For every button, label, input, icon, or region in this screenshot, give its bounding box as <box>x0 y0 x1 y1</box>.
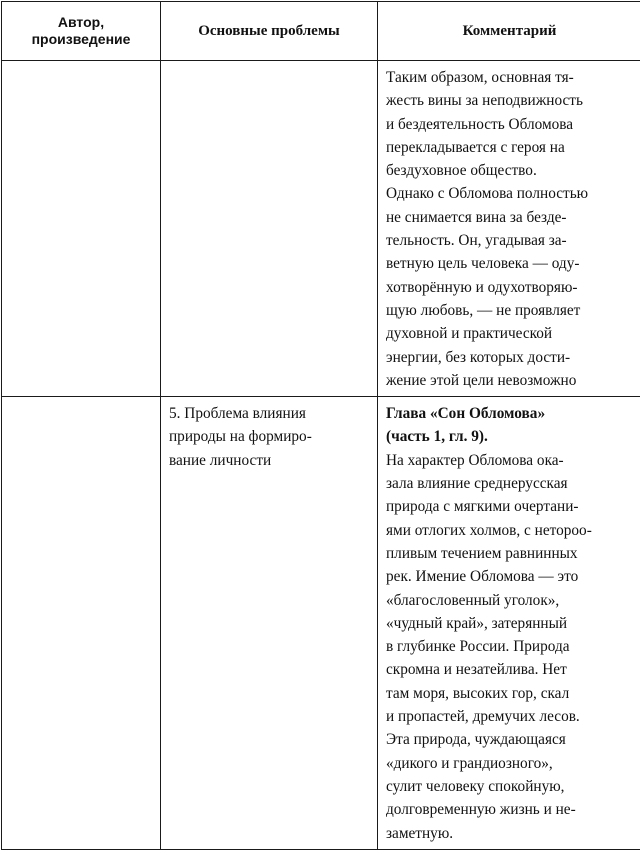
comment-line: зала влияние среднерусская <box>386 472 635 495</box>
comment-line: «чудный край», затерянный <box>386 612 635 635</box>
comment-line: скромна и незатейлива. Нет <box>386 658 635 681</box>
comment-line: не снимается вина за безде- <box>386 206 635 229</box>
comment-line: бездуховное общество. <box>386 159 635 182</box>
problem-line: 5. Проблема влияния <box>169 402 371 425</box>
comment-line: энергии, без которых дости- <box>386 346 635 369</box>
comment-line: Эта природа, чуждающаяся <box>386 728 635 751</box>
comment-cell <box>378 397 640 850</box>
comment-line: и бездеятельность Обломова <box>386 113 635 136</box>
comment-line: сулит человеку спокойную, <box>386 775 635 798</box>
problem-line: природы на формиро- <box>169 425 371 448</box>
comment-line: ветную цель человека — оду- <box>386 252 635 275</box>
comment-line: жесть вины за неподвижность <box>386 89 635 112</box>
comment-line: и пропастей, дремучих лесов. <box>386 705 635 728</box>
comment-line: щую любовь, — не проявляет <box>386 299 635 322</box>
header-row <box>2 2 640 61</box>
comment-line: жение этой цели невозможно <box>386 369 635 392</box>
author-cell <box>2 61 161 397</box>
comment-line: рек. Имение Обломова — это <box>386 565 635 588</box>
comment-heading-line: Глава «Сон Обломова» <box>386 402 635 425</box>
problem-cell <box>161 397 378 850</box>
comment-line: Таким образом, основная тя- <box>386 66 635 89</box>
comment-line: На характер Обломова ока- <box>386 449 635 472</box>
comment-line: «благословенный уголок», <box>386 589 635 612</box>
comment-line: там моря, высоких гор, скал <box>386 682 635 705</box>
comment-heading-line: (часть 1, гл. 9). <box>386 425 635 448</box>
problem-line: вание личности <box>169 449 371 472</box>
comment-line: в глубинке России. Природа <box>386 635 635 658</box>
literature-table <box>1 1 640 850</box>
comment-line: тельность. Он, угадывая за- <box>386 229 635 252</box>
table-row <box>2 61 640 397</box>
comment-line: пливым течением равнинных <box>386 542 635 565</box>
header-comment: Комментарий <box>378 2 640 61</box>
comment-line: ями отлогих холмов, с нетороо- <box>386 519 635 542</box>
comment-line: перекладывается с героя на <box>386 136 635 159</box>
comment-line: долговременную жизнь и не- <box>386 798 635 821</box>
header-problems: Основные проблемы <box>161 2 378 61</box>
problem-cell <box>161 61 378 397</box>
table-row <box>2 397 640 850</box>
comment-line: природа с мягкими очертани- <box>386 495 635 518</box>
author-cell <box>2 397 161 850</box>
comment-cell <box>378 61 640 397</box>
comment-line: хотворённую и одухотворяю- <box>386 276 635 299</box>
comment-line: заметную. <box>386 822 635 845</box>
comment-line: «дикого и грандиозного», <box>386 752 635 775</box>
header-author: Автор, произведение <box>2 2 161 61</box>
comment-line: Однако с Обломова полностью <box>386 182 635 205</box>
comment-line: духовной и практической <box>386 322 635 345</box>
